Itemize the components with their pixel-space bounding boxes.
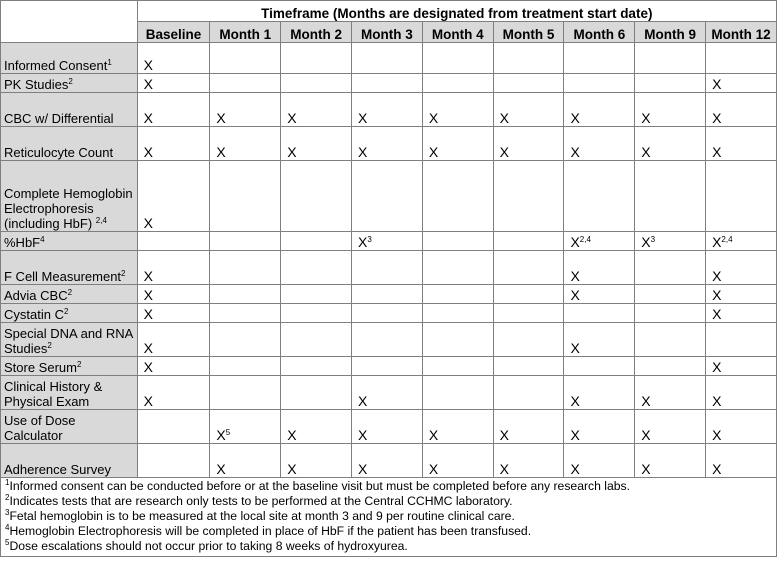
check-mark: X bbox=[712, 234, 722, 250]
schedule-cell bbox=[706, 93, 777, 127]
check-mark: X bbox=[216, 144, 226, 160]
schedule-cell bbox=[706, 304, 777, 323]
schedule-cell bbox=[564, 357, 635, 376]
schedule-cell bbox=[281, 232, 352, 251]
schedule-cell bbox=[564, 410, 635, 444]
check-mark: X bbox=[570, 234, 580, 250]
schedule-cell bbox=[210, 232, 281, 251]
row-label-text: Adherence Survey bbox=[4, 462, 111, 477]
row-label bbox=[1, 74, 138, 93]
footnote bbox=[5, 539, 772, 554]
schedule-cell bbox=[352, 304, 423, 323]
check-mark: X bbox=[570, 393, 580, 409]
check-mark: X bbox=[428, 144, 439, 160]
row-label bbox=[1, 251, 138, 285]
check-mark: X bbox=[216, 110, 226, 126]
schedule-cell bbox=[706, 376, 777, 410]
check-mark: X bbox=[143, 359, 153, 375]
schedule-cell bbox=[706, 285, 777, 304]
check-mark: X bbox=[570, 268, 580, 284]
table-row bbox=[1, 357, 777, 376]
footnote bbox=[5, 509, 772, 524]
row-label bbox=[1, 376, 138, 410]
schedule-cell bbox=[493, 304, 564, 323]
footnote-text: Hemoglobin Electrophoresis will be completed in place of HbF if the patient has been transfused. bbox=[9, 524, 532, 538]
schedule-cell bbox=[422, 444, 493, 478]
schedule-cell bbox=[422, 74, 493, 93]
schedule-cell bbox=[493, 93, 564, 127]
check-mark: X bbox=[641, 234, 651, 250]
schedule-cell bbox=[137, 74, 210, 93]
check-mark: X bbox=[499, 461, 509, 477]
row-label bbox=[1, 323, 138, 357]
schedule-cell bbox=[493, 357, 564, 376]
row-label-text: Clinical History & Physical Exam bbox=[4, 379, 103, 409]
schedule-cell bbox=[706, 410, 777, 444]
check-mark: X bbox=[428, 461, 439, 477]
row-label-footnote-ref: 2 bbox=[121, 269, 126, 278]
schedule-cell bbox=[352, 376, 423, 410]
footnote-text: Dose escalations should not occur prior to taking 8 weeks of hydroxyurea. bbox=[9, 539, 408, 553]
schedule-cell bbox=[493, 323, 564, 357]
row-label-footnote-ref: 2 bbox=[76, 360, 82, 369]
row-label bbox=[1, 444, 138, 478]
table-row bbox=[1, 93, 777, 127]
check-mark: X bbox=[143, 144, 153, 160]
schedule-cell bbox=[706, 444, 777, 478]
schedule-cell bbox=[564, 161, 635, 232]
schedule-cell bbox=[564, 43, 635, 74]
check-mark: X bbox=[287, 461, 297, 477]
check-mark: X bbox=[712, 461, 722, 477]
schedule-cell bbox=[422, 304, 493, 323]
row-label-text: Special DNA and RNA Studies bbox=[4, 326, 133, 356]
row-label-text: Complete Hemoglobin Electrophoresis (including HbF) bbox=[4, 186, 133, 231]
schedule-cell bbox=[564, 232, 635, 251]
schedule-cell bbox=[210, 444, 281, 478]
schedule-cell bbox=[352, 357, 423, 376]
check-mark: X bbox=[358, 393, 368, 409]
schedule-cell bbox=[281, 251, 352, 285]
check-mark: X bbox=[287, 427, 297, 443]
schedule-cell bbox=[137, 410, 210, 444]
schedule-cell bbox=[137, 93, 210, 127]
check-mark: X bbox=[641, 461, 651, 477]
schedule-cell bbox=[352, 410, 423, 444]
check-mark: X bbox=[143, 57, 153, 73]
check-mark: X bbox=[428, 110, 439, 126]
schedule-cell bbox=[706, 43, 777, 74]
schedule-cell bbox=[635, 376, 706, 410]
schedule-cell bbox=[137, 304, 210, 323]
row-label-text: Reticulocyte Count bbox=[4, 145, 114, 160]
schedule-cell bbox=[281, 410, 352, 444]
footnote-text: Indicates tests that are research only tests to be performed at the Central CCHMC laboratory. bbox=[9, 494, 513, 508]
schedule-cell bbox=[706, 323, 777, 357]
table-row bbox=[1, 43, 777, 74]
schedule-cell bbox=[352, 127, 423, 161]
check-mark: X bbox=[499, 110, 509, 126]
check-mark: X bbox=[216, 427, 226, 443]
schedule-cell bbox=[137, 444, 210, 478]
column-header: Month 12 bbox=[706, 22, 777, 43]
check-mark: X bbox=[143, 215, 153, 231]
check-mark: X bbox=[570, 461, 580, 477]
check-mark: X bbox=[712, 76, 722, 92]
footnote bbox=[5, 479, 772, 494]
schedule-cell bbox=[352, 161, 423, 232]
schedule-cell bbox=[137, 323, 210, 357]
check-mark: X bbox=[143, 340, 153, 356]
schedule-cell bbox=[422, 357, 493, 376]
check-mark: X bbox=[712, 144, 722, 160]
check-mark: X bbox=[712, 110, 722, 126]
row-label-footnote-ref: 2,4 bbox=[95, 216, 107, 225]
schedule-cell bbox=[493, 444, 564, 478]
check-mark: X bbox=[570, 340, 580, 356]
footnotes-section bbox=[0, 478, 777, 557]
schedule-cell bbox=[137, 376, 210, 410]
check-mark: X bbox=[216, 461, 226, 477]
check-mark: X bbox=[428, 427, 439, 443]
check-mark: X bbox=[287, 144, 297, 160]
schedule-cell bbox=[635, 410, 706, 444]
schedule-cell bbox=[493, 232, 564, 251]
schedule-cell bbox=[564, 74, 635, 93]
check-mark: X bbox=[712, 427, 722, 443]
check-mark: X bbox=[143, 393, 153, 409]
check-mark: X bbox=[712, 393, 722, 409]
footnote-text: Informed consent can be conducted before or at the baseline visit but must be completed before any research labs. bbox=[9, 479, 631, 493]
row-label-footnote-ref: 2 bbox=[68, 77, 73, 86]
row-label bbox=[1, 93, 138, 127]
cell-footnote-ref: 5 bbox=[225, 428, 231, 437]
footnote-text: Fetal hemoglobin is to be measured at the local site at month 3 and 9 per routine clinical care. bbox=[9, 509, 515, 523]
schedule-cell bbox=[422, 43, 493, 74]
schedule-cell bbox=[137, 43, 210, 74]
footnote bbox=[5, 524, 772, 539]
schedule-cell bbox=[635, 43, 706, 74]
schedule-cell bbox=[706, 232, 777, 251]
schedule-cell bbox=[210, 304, 281, 323]
table-row bbox=[1, 74, 777, 93]
row-label-text: %HbF bbox=[4, 235, 41, 250]
schedule-cell bbox=[281, 357, 352, 376]
schedule-cell bbox=[635, 74, 706, 93]
schedule-cell bbox=[352, 43, 423, 74]
schedule-cell bbox=[137, 251, 210, 285]
check-mark: X bbox=[143, 306, 153, 322]
check-mark: X bbox=[287, 110, 297, 126]
row-label-footnote-ref: 1 bbox=[107, 58, 112, 67]
check-mark: X bbox=[143, 110, 153, 126]
schedule-cell bbox=[635, 357, 706, 376]
schedule-cell bbox=[137, 357, 210, 376]
column-header: Baseline bbox=[137, 22, 210, 43]
check-mark: X bbox=[143, 287, 153, 303]
schedule-cell bbox=[352, 251, 423, 285]
footnote-number: 4 bbox=[5, 523, 10, 532]
schedule-cell bbox=[422, 127, 493, 161]
footnote-number: 3 bbox=[5, 508, 10, 517]
schedule-cell bbox=[210, 376, 281, 410]
row-label bbox=[1, 410, 138, 444]
check-mark: X bbox=[358, 427, 368, 443]
column-header: Month 6 bbox=[564, 22, 635, 43]
row-label bbox=[1, 161, 138, 232]
schedule-cell bbox=[281, 323, 352, 357]
schedule-cell bbox=[493, 161, 564, 232]
schedule-cell bbox=[493, 285, 564, 304]
schedule-cell bbox=[210, 323, 281, 357]
schedule-cell bbox=[493, 376, 564, 410]
schedule-cell bbox=[635, 444, 706, 478]
check-mark: X bbox=[712, 268, 722, 284]
schedule-cell bbox=[493, 74, 564, 93]
table-row bbox=[1, 410, 777, 444]
schedule-cell bbox=[493, 410, 564, 444]
schedule-cell bbox=[564, 285, 635, 304]
schedule-cell bbox=[281, 444, 352, 478]
schedule-cell bbox=[352, 232, 423, 251]
check-mark: X bbox=[641, 427, 651, 443]
schedule-cell bbox=[635, 304, 706, 323]
schedule-cell bbox=[210, 74, 281, 93]
schedule-cell bbox=[210, 93, 281, 127]
check-mark: X bbox=[712, 287, 722, 303]
check-mark: X bbox=[712, 306, 722, 322]
column-header: Month 2 bbox=[281, 22, 352, 43]
schedule-cell bbox=[493, 127, 564, 161]
check-mark: X bbox=[570, 144, 580, 160]
schedule-cell bbox=[422, 93, 493, 127]
row-label bbox=[1, 232, 138, 251]
row-label bbox=[1, 127, 138, 161]
schedule-cell bbox=[210, 161, 281, 232]
schedule-cell bbox=[210, 251, 281, 285]
check-mark: X bbox=[570, 110, 580, 126]
schedule-cell bbox=[137, 127, 210, 161]
schedule-cell bbox=[281, 304, 352, 323]
row-label bbox=[1, 285, 138, 304]
cell-footnote-ref: 3 bbox=[650, 235, 656, 244]
schedule-cell bbox=[352, 285, 423, 304]
row-label bbox=[1, 43, 138, 74]
row-label-text: Use of Dose Calculator bbox=[4, 413, 76, 443]
schedule-cell bbox=[706, 357, 777, 376]
schedule-cell bbox=[210, 127, 281, 161]
check-mark: X bbox=[143, 76, 153, 92]
footnote-number: 5 bbox=[5, 538, 10, 547]
schedule-cell bbox=[422, 251, 493, 285]
table-row bbox=[1, 127, 777, 161]
column-header: Month 9 bbox=[635, 22, 706, 43]
table-row bbox=[1, 444, 777, 478]
schedule-cell bbox=[210, 43, 281, 74]
column-header: Month 1 bbox=[210, 22, 281, 43]
footnote-number: 1 bbox=[5, 478, 10, 487]
schedule-cell bbox=[635, 232, 706, 251]
schedule-cell bbox=[210, 357, 281, 376]
row-label-text: Store Serum bbox=[4, 360, 77, 375]
table-row bbox=[1, 161, 777, 232]
schedule-cell bbox=[422, 285, 493, 304]
schedule-cell bbox=[706, 251, 777, 285]
check-mark: X bbox=[570, 427, 580, 443]
check-mark: X bbox=[641, 110, 651, 126]
schedule-cell bbox=[493, 251, 564, 285]
schedule-cell bbox=[137, 285, 210, 304]
table-row bbox=[1, 232, 777, 251]
header-corner-cell bbox=[1, 1, 138, 43]
timeframe-title: Timeframe (Months are designated from treatment start date) bbox=[137, 1, 776, 22]
schedule-cell bbox=[352, 323, 423, 357]
schedule-cell bbox=[635, 285, 706, 304]
schedule-cell bbox=[281, 43, 352, 74]
table-body bbox=[1, 43, 777, 478]
schedule-cell bbox=[281, 93, 352, 127]
schedule-cell bbox=[635, 251, 706, 285]
check-mark: X bbox=[712, 359, 722, 375]
table-row bbox=[1, 251, 777, 285]
schedule-cell bbox=[281, 127, 352, 161]
schedule-cell bbox=[635, 93, 706, 127]
footnote bbox=[5, 494, 772, 509]
schedule-cell bbox=[422, 232, 493, 251]
schedule-cell bbox=[493, 43, 564, 74]
row-label-text: CBC w/ Differential bbox=[4, 111, 114, 126]
schedule-cell bbox=[635, 127, 706, 161]
schedule-cell bbox=[281, 285, 352, 304]
table-row bbox=[1, 323, 777, 357]
row-label-text: Advia CBC bbox=[4, 288, 68, 303]
schedule-cell bbox=[564, 127, 635, 161]
check-mark: X bbox=[570, 287, 580, 303]
schedule-cell bbox=[635, 161, 706, 232]
schedule-cell bbox=[564, 93, 635, 127]
footnote-number: 2 bbox=[5, 493, 10, 502]
schedule-cell bbox=[137, 232, 210, 251]
schedule-cell bbox=[352, 93, 423, 127]
row-label-text: F Cell Measurement bbox=[4, 269, 122, 284]
schedule-cell bbox=[422, 323, 493, 357]
row-label-footnote-ref: 2 bbox=[63, 307, 69, 316]
row-label-footnote-ref: 4 bbox=[40, 235, 45, 244]
row-label-text: PK Studies bbox=[4, 77, 69, 92]
schedule-cell bbox=[564, 323, 635, 357]
row-label bbox=[1, 357, 138, 376]
column-header: Month 4 bbox=[422, 22, 493, 43]
check-mark: X bbox=[641, 393, 651, 409]
check-mark: X bbox=[358, 144, 368, 160]
cell-footnote-ref: 3 bbox=[367, 235, 372, 244]
schedule-cell bbox=[422, 376, 493, 410]
schedule-cell bbox=[422, 161, 493, 232]
row-label-footnote-ref: 2 bbox=[67, 288, 73, 297]
table-row bbox=[1, 304, 777, 323]
schedule-cell bbox=[281, 161, 352, 232]
schedule-cell bbox=[210, 410, 281, 444]
cell-footnote-ref: 2,4 bbox=[721, 235, 733, 244]
schedule-cell bbox=[564, 376, 635, 410]
column-header: Month 3 bbox=[352, 22, 423, 43]
schedule-cell bbox=[137, 161, 210, 232]
check-mark: X bbox=[499, 427, 509, 443]
check-mark: X bbox=[358, 234, 368, 250]
table-row bbox=[1, 285, 777, 304]
cell-footnote-ref: 2,4 bbox=[579, 235, 591, 244]
schedule-cell bbox=[564, 304, 635, 323]
schedule-cell bbox=[706, 161, 777, 232]
schedule-cell bbox=[706, 127, 777, 161]
column-header: Month 5 bbox=[493, 22, 564, 43]
check-mark: X bbox=[641, 144, 651, 160]
schedule-cell bbox=[210, 285, 281, 304]
row-label-text: Informed Consent bbox=[4, 58, 108, 73]
schedule-cell bbox=[281, 74, 352, 93]
check-mark: X bbox=[499, 144, 509, 160]
schedule-cell bbox=[564, 444, 635, 478]
row-label-footnote-ref: 2 bbox=[47, 341, 52, 350]
row-label bbox=[1, 304, 138, 323]
check-mark: X bbox=[358, 461, 368, 477]
schedule-cell bbox=[564, 251, 635, 285]
table-row bbox=[1, 376, 777, 410]
schedule-cell bbox=[706, 74, 777, 93]
row-label-text: Cystatin C bbox=[4, 307, 64, 322]
schedule-cell bbox=[352, 74, 423, 93]
schedule-cell bbox=[635, 323, 706, 357]
schedule-cell bbox=[281, 376, 352, 410]
schedule-cell bbox=[352, 444, 423, 478]
check-mark: X bbox=[358, 110, 368, 126]
check-mark: X bbox=[143, 268, 153, 284]
schedule-cell bbox=[422, 410, 493, 444]
